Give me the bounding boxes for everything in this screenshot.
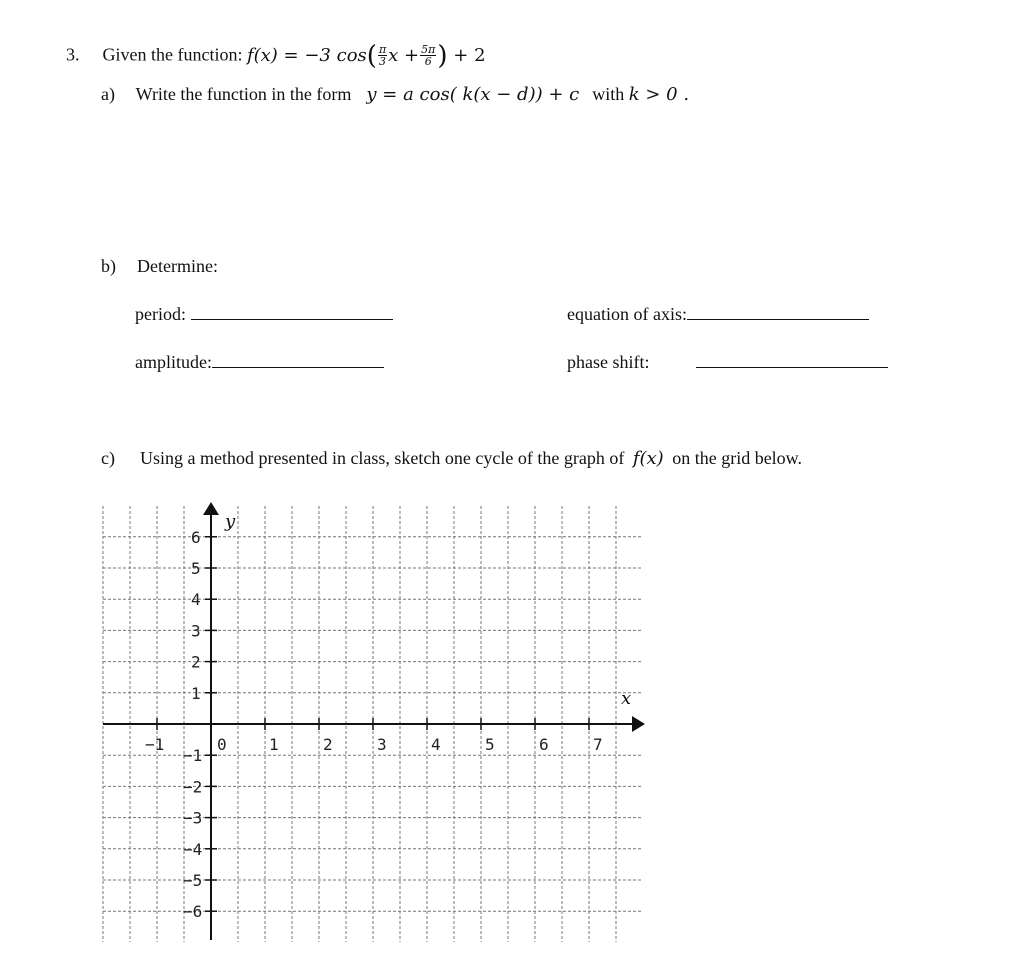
y-tick-label: −2 [183, 777, 203, 797]
x-tick-label: 3 [377, 735, 387, 754]
y-tick-label: −3 [183, 808, 203, 828]
question-number: 3. [66, 44, 80, 65]
amplitude-label: amplitude: [135, 352, 212, 372]
y-tick-label: −4 [183, 839, 203, 859]
fraction-pi-over-3: $\frac{\pi}{3}$ [378, 43, 387, 68]
part-a-text: Write the function in the form [135, 84, 352, 104]
part-c-text-after: on the grid below. [672, 448, 803, 468]
y-axis-label: y [225, 511, 236, 532]
part-b-text: Determine: [137, 256, 218, 276]
amplitude-row [135, 351, 384, 373]
y-tick-label: −1 [183, 746, 203, 766]
period-row [135, 303, 393, 325]
phase-row [567, 351, 888, 373]
axis-blank[interactable] [687, 303, 869, 320]
period-blank[interactable] [191, 303, 393, 320]
axis-row [567, 303, 869, 325]
y-tick-label: −5 [183, 871, 203, 890]
y-tick-label: 4 [191, 590, 201, 610]
x-tick-label: 6 [539, 735, 549, 754]
x-axis-label: x [621, 688, 632, 709]
x-tick-label: −1 [145, 735, 165, 754]
part-c-text: Using a method presented in class, sketch one cycle of the graph of [139, 448, 625, 468]
y-tick-label: 1 [191, 683, 201, 703]
part-b-label: b) [101, 256, 116, 276]
y-axis-arrow-icon [203, 502, 219, 515]
axis-label: equation of axis: [567, 304, 687, 324]
part-a-with: with [592, 84, 625, 104]
period-label: period: [135, 304, 186, 324]
question-intro: Given the function: [102, 44, 243, 65]
question-header [66, 40, 486, 71]
part-a-label: a) [101, 84, 115, 104]
part-c [101, 448, 802, 469]
part-a-form: y = a cos( k(x − d)) + c [366, 84, 580, 105]
x-axis-arrow-icon [632, 716, 645, 732]
fraction-5pi-over-6: $\frac{5\pi}{6}$ [421, 43, 436, 68]
phase-blank[interactable] [696, 351, 888, 368]
part-c-label: c) [101, 448, 115, 468]
y-tick-label: 5 [191, 559, 201, 578]
y-tick-label: 2 [191, 652, 201, 672]
x-tick-label: 7 [593, 735, 603, 754]
x-tick-label: 0 [217, 735, 227, 754]
x-tick-label: 2 [323, 735, 333, 754]
y-tick-label: 6 [191, 527, 201, 547]
y-tick-label: −6 [183, 902, 203, 922]
amplitude-blank[interactable] [212, 351, 384, 368]
part-b-heading [101, 256, 218, 277]
part-c-function: f(x) [632, 448, 664, 469]
x-tick-label: 1 [269, 735, 279, 754]
coordinate-grid[interactable] [95, 500, 655, 945]
part-a-condition: k > 0 . [628, 84, 690, 105]
function-definition: f(x) = −3 cos( $\frac{\pi}{3}$ x + $\frac{5\pi}{6}$ ) + 2 [246, 40, 486, 71]
phase-label: phase shift: [567, 352, 650, 372]
part-a [101, 84, 689, 105]
y-tick-label: 3 [191, 621, 201, 641]
x-tick-label: 4 [431, 735, 441, 754]
x-tick-label: 5 [485, 735, 495, 754]
